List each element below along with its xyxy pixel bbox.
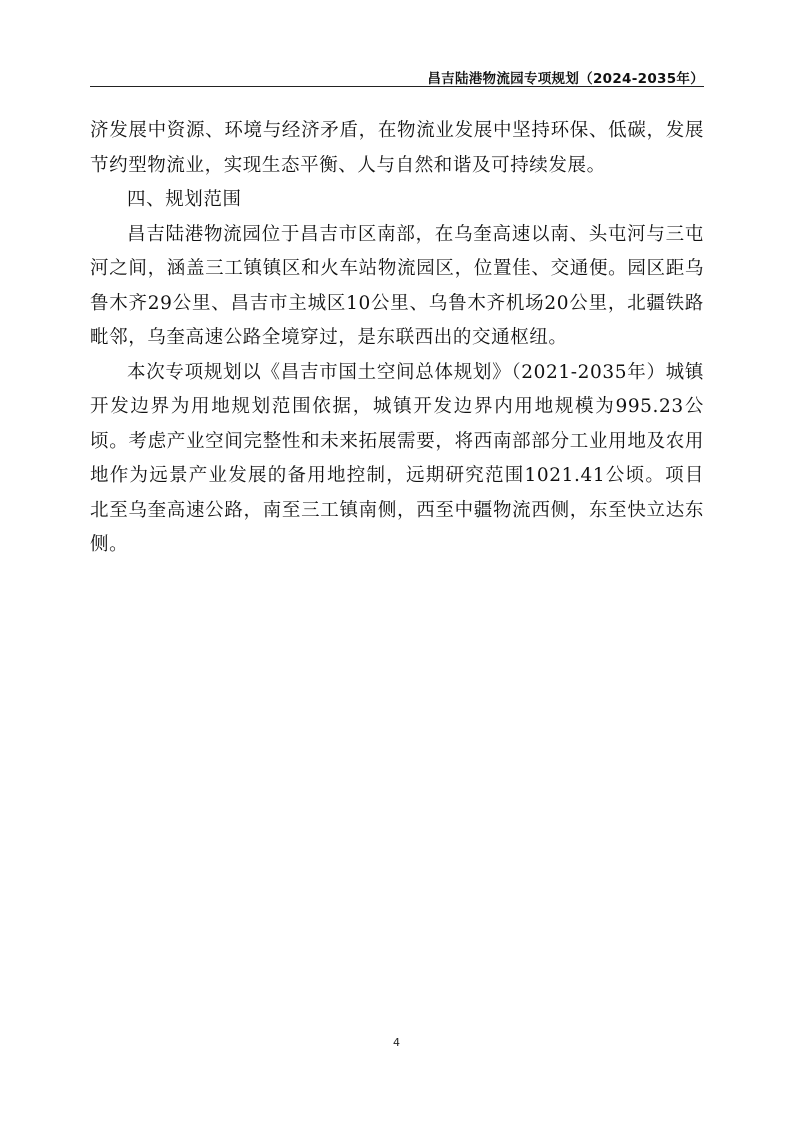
document-body [90,114,704,563]
paragraph-scope: 本次专项规划以《昌吉市国土空间总体规划》（2021-2035年）城镇开发边界为用地规划范围依据，城镇开发边界内用地规模为995.23公顷。考虑产业空间完整性和未来拓展需要，将西南部部分工业用地及农用地作为远景产业发展的备用地控制，远期研究范围1021.41公顷。项目北至乌奎高速公路，南至三工镇南侧，西至中疆物流西侧，东至快立达东侧。 [90,361,704,555]
paragraph-location: 昌吉陆港物流园位于昌吉市区南部，在乌奎高速以南、头屯河与三屯河之间，涵盖三工镇镇区和火车站物流园区，位置佳、交通便。园区距乌鲁木齐29公里、昌吉市主城区10公里、乌鲁木齐机场20公里，北疆铁路毗邻，乌奎高速公路全境穿过，是东联西出的交通枢纽。 [90,223,704,348]
header-title: 昌吉陆港物流园专项规划（2024-2035年） [427,71,704,87]
page-header [90,60,704,87]
section-heading: 四、规划范围 [127,189,242,210]
page-number: 4 [393,1036,400,1049]
paragraph-continued: 济发展中资源、环境与经济矛盾，在物流业发展中坚持环保、低碳，发展节约型物流业，实现生态平衡、人与自然和谐及可持续发展。 [90,120,704,176]
